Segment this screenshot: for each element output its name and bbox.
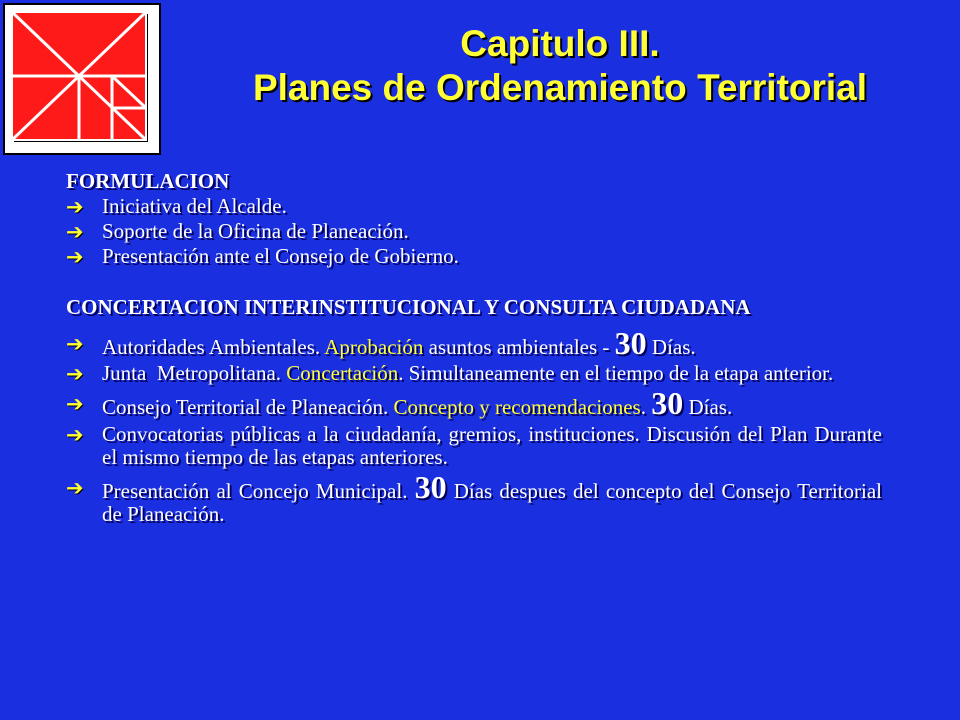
list-item: ➔ Autoridades Ambientales. Aprobación asuntos ambientales - 30 Días. bbox=[66, 325, 696, 361]
list-item: ➔ Soporte de la Oficina de Planeación. bbox=[66, 219, 409, 244]
slide-title bbox=[190, 22, 930, 110]
title-line-1: Capitulo III. bbox=[460, 23, 660, 64]
section-heading-formulacion: FORMULACION bbox=[66, 169, 230, 193]
formulacion-list bbox=[66, 195, 882, 268]
arrow-right-icon: ➔ bbox=[66, 476, 84, 500]
arrow-right-icon: ➔ bbox=[66, 332, 84, 356]
list-item: ➔ Junta Metropolitana. Concertación. Simultaneamente en el tiempo de la etapa anterior. bbox=[66, 361, 834, 386]
list-item: ➔ Presentación ante el Consejo de Gobierno. bbox=[66, 244, 459, 269]
list-item: ➔ Presentación al Concejo Municipal. 30 Días despues del concepto del Consejo Territorial de Planeación. bbox=[66, 469, 882, 526]
arrow-right-icon: ➔ bbox=[66, 220, 84, 244]
section-heading-concertacion: CONCERTACION INTERINSTITUCIONAL Y CONSULTA CIUDADANA bbox=[66, 295, 751, 319]
tangram-logo bbox=[0, 0, 165, 158]
list-item: ➔ Iniciativa del Alcalde. bbox=[66, 194, 287, 219]
arrow-right-icon: ➔ bbox=[66, 245, 84, 269]
concertacion-list bbox=[66, 325, 882, 526]
title-line-2: Planes de Ordenamiento Territorial bbox=[252, 67, 868, 108]
arrow-right-icon: ➔ bbox=[66, 362, 84, 386]
slide-content bbox=[66, 170, 882, 526]
arrow-right-icon: ➔ bbox=[66, 423, 84, 447]
arrow-right-icon: ➔ bbox=[66, 195, 84, 219]
arrow-right-icon: ➔ bbox=[66, 392, 84, 416]
list-item: ➔ Consejo Territorial de Planeación. Concepto y recomendaciones. 30 Días. bbox=[66, 385, 733, 421]
list-item: ➔ Convocatorias públicas a la ciudadanía, gremios, instituciones. Discusión del Plan Durante el mismo tiempo de las etapas anteriores. bbox=[66, 422, 882, 469]
